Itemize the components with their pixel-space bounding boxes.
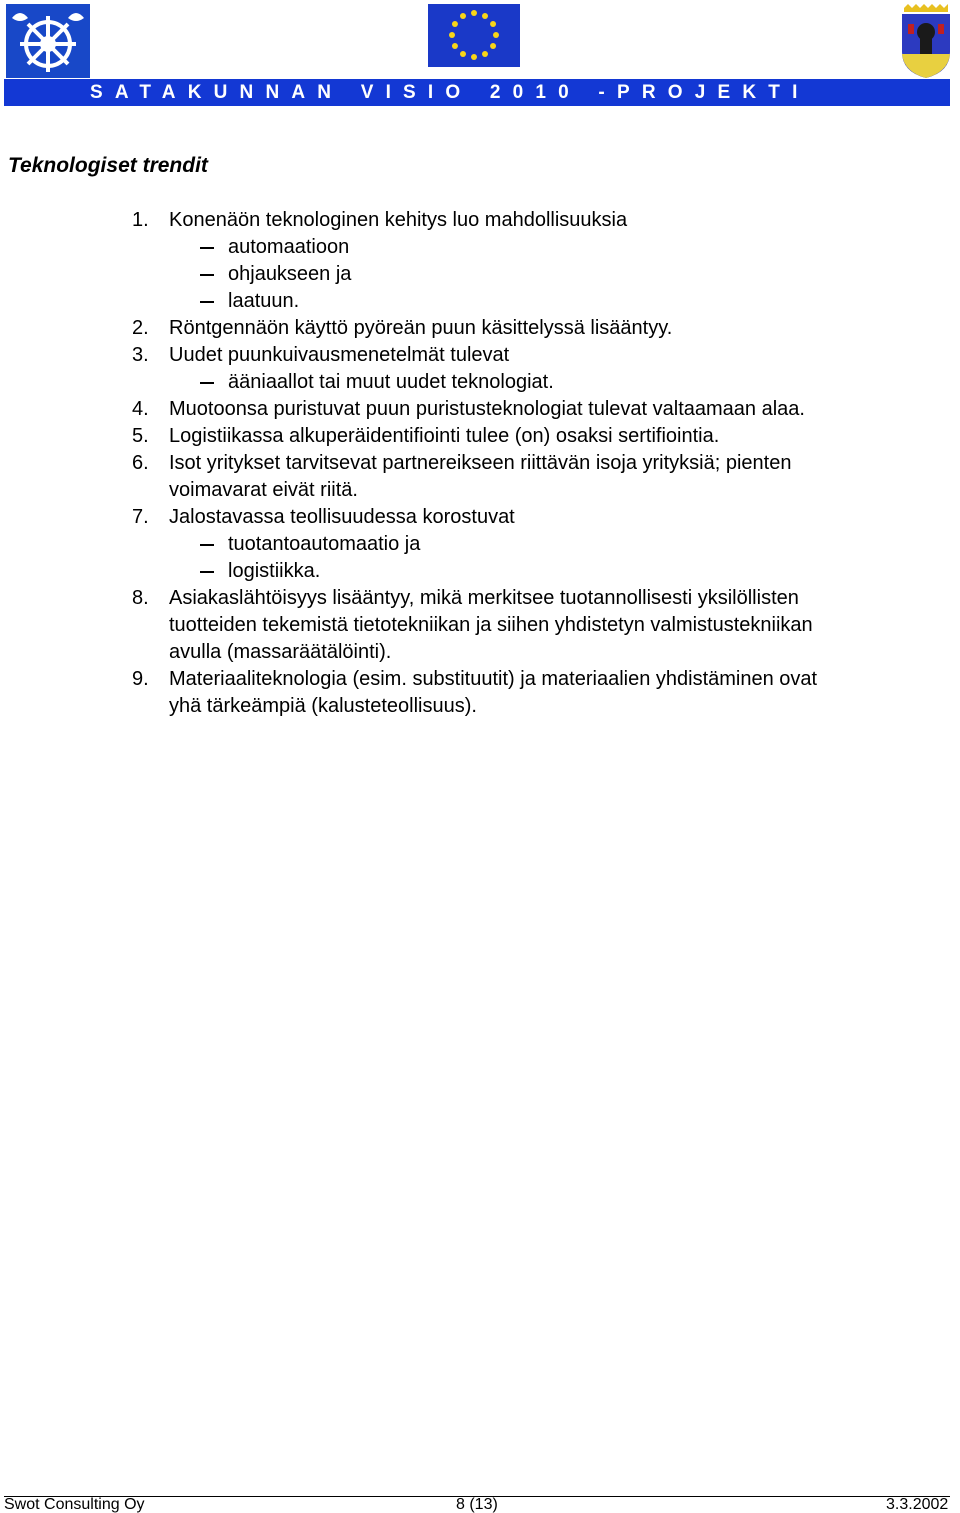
list-item-number: 3.: [132, 344, 149, 366]
sub-list-item-text: ääniaallot tai muut uudet teknologiat.: [228, 371, 554, 393]
dash-bullet-icon: [200, 274, 214, 276]
eu-star: [452, 21, 458, 27]
sub-list-item-text: laatuun.: [228, 290, 300, 312]
list-item-text: Uudet puunkuivausmenetelmät tulevat: [169, 344, 510, 366]
list-item-text: Konenäön teknologinen kehitys luo mahdollisuuksia: [169, 209, 628, 231]
eu-star: [452, 43, 458, 49]
list-item-text: tuotteiden tekemistä tietotekniikan ja siihen yhdistetyn valmistustekniikan: [169, 614, 813, 636]
footer-page-number: 8 (13): [456, 1496, 498, 1513]
eu-flag-logo: [428, 4, 520, 67]
dash-bullet-icon: [200, 382, 214, 384]
list-item-text: avulla (massaräätälöinti).: [169, 641, 392, 663]
sub-list-item-text: logistiikka.: [228, 560, 321, 582]
list-item-text: Röntgennäön käyttö pyöreän puun käsittelyssä lisääntyy.: [169, 317, 673, 339]
dash-bullet-icon: [200, 247, 214, 249]
list-item-text: yhä tärkeämpiä (kalusteteollisuus).: [169, 695, 477, 717]
eu-star: [471, 10, 477, 16]
eu-star: [449, 32, 455, 38]
list-item-text: voimavarat eivät riitä.: [169, 479, 358, 501]
list-item-text: Asiakaslähtöisyys lisääntyy, mikä merkitsee tuotannollisesti yksilöllisten: [169, 587, 799, 609]
eu-star: [482, 51, 488, 57]
list-item-number: 8.: [132, 587, 149, 609]
regional-crest-logo-right: [898, 4, 954, 78]
project-banner: [4, 79, 950, 106]
eu-star: [460, 13, 466, 19]
list-item-text: Isot yritykset tarvitsevat partnereikseen riittävän isoja yrityksiä; pienten: [169, 452, 792, 474]
dash-bullet-icon: [200, 544, 214, 546]
sub-list-item-text: ohjaukseen ja: [228, 263, 352, 285]
eu-star: [460, 51, 466, 57]
footer-date: 3.3.2002: [886, 1496, 949, 1513]
eu-star: [490, 21, 496, 27]
coat-of-arms-logo-left: [6, 4, 90, 78]
eu-star: [471, 54, 477, 60]
list-item-number: 1.: [132, 209, 149, 231]
dash-bullet-icon: [200, 301, 214, 303]
dash-bullet-icon: [200, 571, 214, 573]
list-item-text: Logistiikassa alkuperäidentifiointi tulee (on) osaksi sertifiointia.: [169, 425, 720, 447]
list-item-number: 4.: [132, 398, 149, 420]
list-item-number: 5.: [132, 425, 149, 447]
eu-star: [493, 32, 499, 38]
sub-list-item-text: automaatioon: [228, 236, 350, 258]
list-item-number: 9.: [132, 668, 149, 690]
list-item-text: Materiaaliteknologia (esim. substituutit) ja materiaalien yhdistäminen ovat: [169, 668, 818, 690]
footer-company: Swot Consulting Oy: [4, 1496, 145, 1513]
banner-title: SATAKUNNAN VISIO 2010 -PROJEKTI: [90, 82, 810, 103]
list-item-text: Muotoonsa puristuvat puun puristusteknologiat tulevat valtaamaan alaa.: [169, 398, 805, 420]
sub-list-item-text: tuotantoautomaatio ja: [228, 533, 421, 555]
list-item-number: 2.: [132, 317, 149, 339]
eu-star: [490, 43, 496, 49]
list-item-number: 6.: [132, 452, 149, 474]
section-heading: Teknologiset trendit: [8, 154, 208, 177]
list-item-text: Jalostavassa teollisuudessa korostuvat: [169, 506, 515, 528]
eu-star: [482, 13, 488, 19]
list-item-number: 7.: [132, 506, 149, 528]
